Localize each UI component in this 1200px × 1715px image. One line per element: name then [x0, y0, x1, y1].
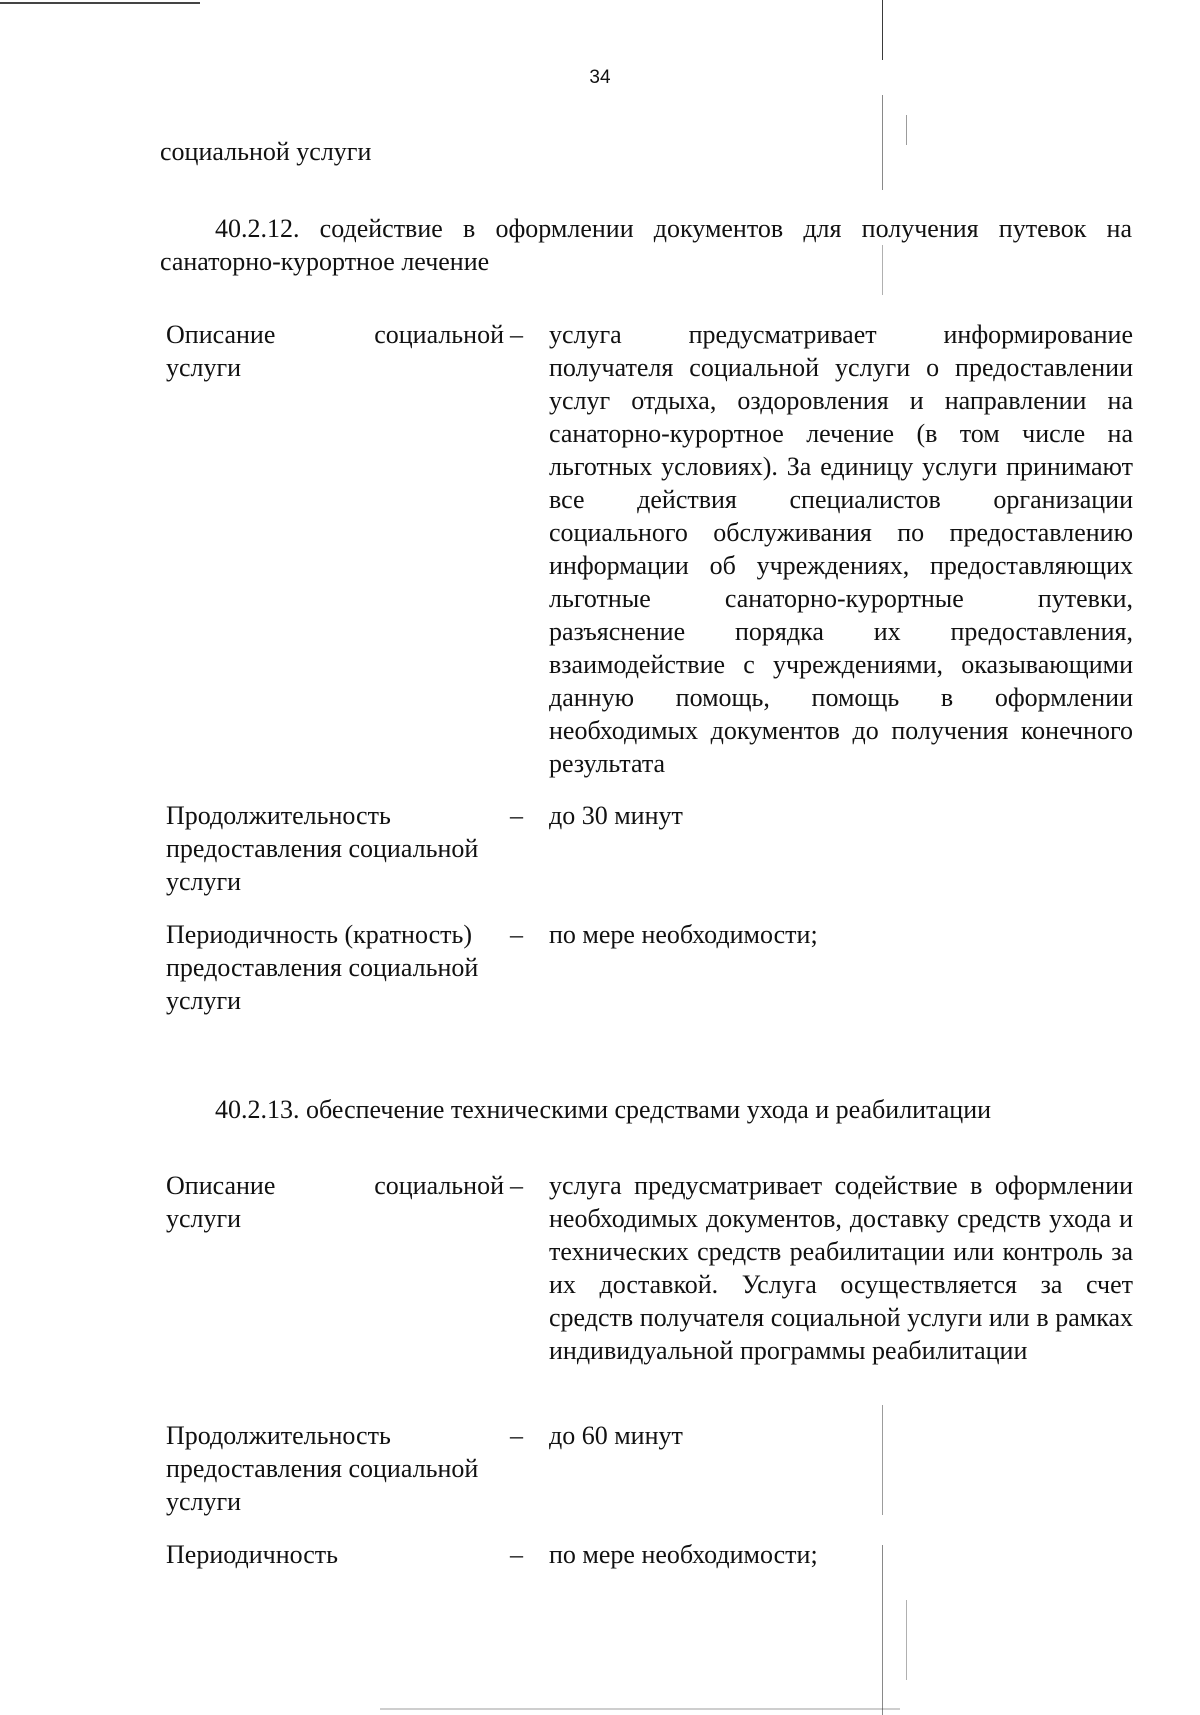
periodicity-value: по мере необходимости;	[549, 920, 818, 949]
scan-artifact-mark	[906, 1600, 907, 1680]
service-description-text: услуга предусматривает содействие в оформлении необходимых документов, доставку средств ухода и технических средств реабилитации или контроль за их доставкой. Услуга осуществляется за счет средств получателя социальной услуги или в рамках индивидуальной программы реабилитации	[549, 1171, 1133, 1365]
label-line: услуги	[166, 1204, 242, 1233]
scan-artifact-mark	[380, 1708, 900, 1710]
section-heading-40-2-12: 40.2.12. содействие в оформлении документов для получения путевок на санаторно-курортное лечение	[160, 214, 1132, 276]
service-description-text: услуга предусматривает информирование получателя социальной услуги о предоставлении услуг отдыха, оздоровления и направлении на санаторно-курортное лечение (в том числе на льготных условиях). За единицу услуги принимают все действия специалистов организации социального обслуживания по предоставлению информации об учреждениях, предоставляющих льготные санаторно-курортные путевки, разъяснение порядка их предоставления, взаимодействие с учреждениями, оказывающими данную помощь, помощь в оформлении необходимых документов до получения конечного результата	[549, 320, 1133, 778]
label-service-description	[166, 1169, 506, 1235]
label-duration: Продолжительность предоставления социальной услуги	[166, 801, 479, 896]
periodicity-value: по мере необходимости;	[549, 1540, 818, 1569]
scan-artifact-mark	[882, 95, 883, 190]
dash-separator: –	[510, 920, 523, 949]
scan-edge-rule	[0, 2, 200, 4]
dash-separator: –	[510, 1171, 523, 1200]
scan-artifact-mark	[906, 115, 907, 145]
dash-separator: –	[510, 801, 523, 830]
section-heading-40-2-13: 40.2.13. обеспечение техническими средствами ухода и реабилитации	[215, 1095, 992, 1124]
label-periodicity: Периодичность (кратность) предоставления социальной услуги	[166, 920, 479, 1015]
scan-artifact-mark	[882, 1405, 883, 1515]
label-duration: Продолжительность предоставления социальной услуги	[166, 1421, 479, 1516]
label-periodicity: Периодичность	[166, 1540, 339, 1569]
duration-value: до 60 минут	[549, 1421, 683, 1450]
dash-separator: –	[510, 1421, 523, 1450]
label-line: Описание социальной	[166, 320, 504, 349]
label-line: Описание социальной	[166, 1171, 504, 1200]
label-service-description	[166, 318, 506, 384]
page-number: 34	[589, 67, 611, 88]
duration-value: до 30 минут	[549, 801, 683, 830]
continuation-text: социальной услуги	[160, 137, 372, 166]
scan-artifact-mark	[882, 245, 883, 295]
label-line: услуги	[166, 353, 242, 382]
dash-separator: –	[510, 320, 523, 349]
dash-separator: –	[510, 1540, 523, 1569]
scan-artifact-mark	[882, 0, 883, 60]
scan-artifact-mark	[882, 1545, 883, 1715]
